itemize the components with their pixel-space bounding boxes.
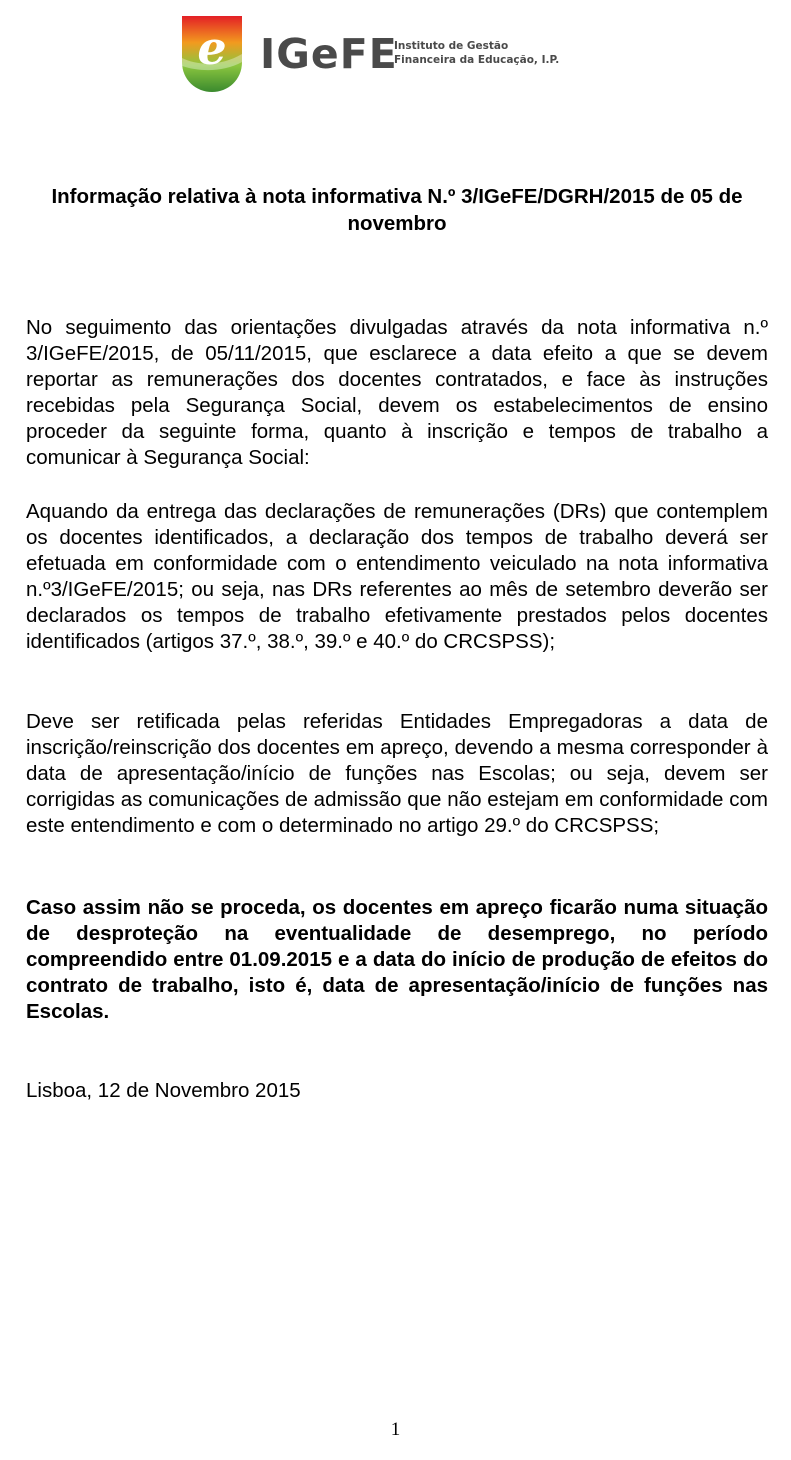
logo-institute-name bbox=[394, 39, 560, 67]
paragraph-declaration: Aquando da entrega das declarações de remunerações (DRs) que contemplem os docentes identificados, a declaração dos tempos de trabalho deverá ser efetuada em conformidade com o entendimento veiculado na nota informativa n.º3/IGeFE/2015; ou seja, nas DRs referentes ao mês de setembro deverão ser declarados os tempos de trabalho efetivamente prestados pelos docentes identificados (artigos 37.º, 38.º, 39.º e 40.º do CRCSPSS); bbox=[26, 500, 768, 653]
paragraph-warning: Caso assim não se proceda, os docentes em apreço ficarão numa situação de desproteção na eventualidade de desemprego, no período compreendido entre 01.09.2015 e a data do início de produção de efeitos do contrato de trabalho, isto é, data de apresentação/início de funções nas Escolas. bbox=[26, 896, 768, 1023]
logo-name-line1: Instituto de Gestão bbox=[394, 40, 509, 52]
page-number: 1 bbox=[390, 1419, 401, 1440]
logo-acronym: IGeFE bbox=[260, 30, 398, 78]
paragraph-rectification: Deve ser retificada pelas referidas Entidades Empregadoras a data de inscrição/reinscrição dos docentes em apreço, devendo a mesma corresponder à data de apresentação/início de funções nas Escolas; ou seja, devem ser corrigidas as comunicações de admissão que não estejam em conformidade com este entendimento e com o determinado no artigo 29.º do CRCSPSS; bbox=[26, 710, 768, 837]
igefe-logo bbox=[178, 14, 558, 96]
paragraph-intro: No seguimento das orientações divulgadas através da nota informativa n.º 3/IGeFE/2015, de 05/11/2015, que esclarece a data efeito a que se devem reportar as remunerações dos docentes contratados, e face às instruções recebidas pela Segurança Social, devem os estabelecimentos de ensino proceder da seguinte forma, quanto à inscrição e tempos de trabalho a comunicar à Segurança Social: bbox=[26, 316, 768, 469]
document-title: Informação relativa à nota informativa N.º 3/IGeFE/DGRH/2015 de 05 de novembro bbox=[51, 185, 743, 235]
signature-place-date: Lisboa, 12 de Novembro 2015 bbox=[26, 1079, 301, 1102]
logo-e-icon bbox=[178, 14, 246, 94]
logo-mark-letter: e bbox=[197, 21, 227, 75]
logo-name-line2: Financeira da Educação, I.P. bbox=[394, 54, 560, 66]
